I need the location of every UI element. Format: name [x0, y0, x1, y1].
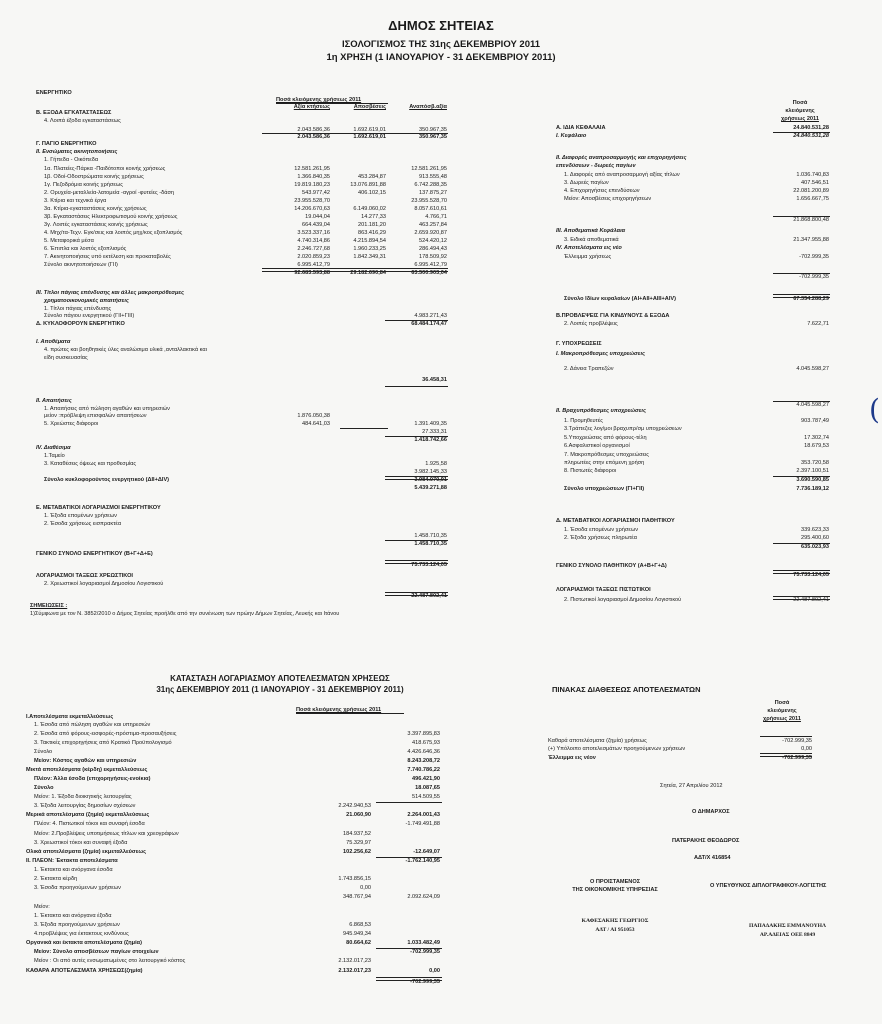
liability-row-label: 8. Πιστωτές διάφοροι [564, 468, 617, 474]
fiscal-period-title: 1η ΧΡΗΣΗ (1 ΙΑΝΟΥΑΡΙΟΥ - 31 ΔΕΚΕΜΒΡΙΟΥ 2011) [326, 52, 556, 63]
liability-row-label: Γ. ΥΠΟΧΡΕΩΣΕΙΣ [556, 341, 602, 347]
liability-value: 7.622,71 [807, 321, 829, 327]
liability-row-label: 6.Ασφαλιστικοί οργανισμοί [564, 443, 630, 449]
asset-acquisition-value: 2.043.586,36 [297, 127, 330, 133]
asset-net-value: 1.458.710,35 [414, 533, 447, 539]
distribution-row-label: Έλλειμμα εις νέον [548, 755, 596, 761]
liability-value: 22.081.200,89 [793, 188, 829, 194]
income-row-label: Μερικά αποτελέσματα (ζημία) εκμεταλλεύσεως [26, 812, 150, 818]
income-amounts-header: Ποσά κλειόμενης χρήσεως 2011 [296, 707, 382, 713]
income-partial-value: 2.132.017,23 [338, 968, 371, 974]
asset-depreciation-value: 201.181,20 [358, 222, 386, 228]
income-statement-period: 31ης ΔΕΚΕΜΒΡΙΟΥ 2011 (1 ΙΑΝΟΥΑΡΙΟΥ - 31 ΔΕΚΕΜΒΡΙΟΥ 2011) [156, 685, 404, 694]
income-total-value: -12.649,07 [413, 849, 440, 855]
liability-row-label: ΙΙ. Διαφορές αναπροσαρμογής και επιχορηγήσεις [556, 155, 687, 161]
finance-head-dept: ΤΗΣ ΟΙΚΟΝΟΜΙΚΗΣ ΥΠΗΡΕΣΙΑΣ [572, 887, 658, 893]
liability-value: 21.868.800,48 [793, 217, 829, 223]
income-partial-value: 1.743.856,15 [338, 876, 371, 882]
asset-row-label: 2. Έσοδα χρήσεως εισπρακτέα [44, 521, 122, 527]
asset-acquisition-value: 23.955.528,70 [294, 198, 330, 204]
income-row-label: Οργανικά και έκτακτα αποτελέσματα (ζημία) [26, 940, 142, 946]
asset-depreciation-value: 1.842.349,31 [353, 254, 386, 260]
notes-text: 1)Σύμφωνα με τον Ν. 3852/2010 ο Δήμος Σητείας προήλθε από την συνένωση των πρώην Δήμων Σητείας, Λευκής και Ιτάνου [30, 611, 340, 617]
income-row-label: Ολικά αποτελέσματα (ζημία) εκμεταλλεύσεως [26, 849, 147, 855]
liability-row-label: 2. Έξοδα χρήσεως πληρωτέα [564, 535, 637, 541]
liability-value: 635.023,93 [801, 544, 829, 550]
asset-net-value: 178.509,92 [419, 254, 447, 260]
rule [773, 294, 830, 298]
income-row-label: 2. Έκτακτα κέρδη [34, 876, 78, 882]
income-total-value: 2.092.624,09 [407, 894, 440, 900]
asset-row-label: 3γ. Λοιπές εγκαταστάσεις κοινής χρήσεως [44, 222, 148, 228]
rule [773, 132, 830, 133]
income-total-value: -1.762.140,95 [405, 858, 440, 864]
liab-amounts-header-1: Ποσά [792, 100, 808, 106]
asset-depreciation-value: 863.416,29 [358, 230, 386, 236]
asset-row-label: Ε. ΜΕΤΑΒΑΤΙΚΟΙ ΛΟΓΑΡΙΑΣΜΟΙ ΕΝΕΡΓΗΤΙΚΟΥ [36, 505, 161, 511]
asset-net-value: 5.439.271,88 [414, 485, 447, 491]
rule [376, 977, 442, 981]
income-row-label: 1. Έκτακτα και ανόργανα έσοδα [34, 867, 113, 873]
liability-row-label: 3. Δωρεές παγίων [564, 180, 609, 186]
asset-row-label: ΙΙ. Ενσώματες ακινητοποιήσεις [36, 149, 118, 155]
asset-net-value: 23.955.528,70 [411, 198, 447, 204]
income-row-label: Μείον: [34, 904, 50, 910]
liability-row-label: επενδύσεων - δωρεές παγίων [556, 163, 636, 169]
asset-row-label: 2. Χρεωστικοί λογαριασμοί Δημοσίου Λογιστικού [44, 581, 164, 587]
income-total-value: 496.421,90 [412, 776, 440, 782]
income-total-value: 3.397.895,83 [407, 731, 440, 737]
rule [376, 948, 442, 949]
asset-acquisition-value: 2.020.859,23 [297, 254, 330, 260]
income-total-value: 418.675,93 [412, 740, 440, 746]
liability-row-label: 3. Ειδικά αποθεματικά [564, 237, 619, 243]
income-total-value: 514.509,55 [412, 794, 440, 800]
balance-sheet-title: ΙΣΟΛΟΓΙΣΜΟΣ ΤΗΣ 31ης ΔΕΚΕΜΒΡΙΟΥ 2011 [341, 39, 541, 50]
income-partial-value: 184.937,52 [343, 831, 371, 837]
asset-row-label: 1γ. Πεζοδρόμια κοινής χρήσεως [44, 182, 123, 188]
rule [760, 736, 812, 737]
liability-value: 407.546,51 [801, 180, 829, 186]
assets-col-depreciation: Αποσβέσεις [353, 104, 386, 110]
liability-value: 67.354.288,29 [793, 296, 829, 302]
asset-net-value: 1.418.742,66 [414, 437, 447, 443]
income-row-label: 1. Έσοδα από πώληση αγαθών και υπηρεσιών [34, 722, 151, 728]
asset-row-label: 2. Ορυχεία-μεταλλεία-λατομεία -αγροί -φυτείες -δάση [44, 190, 175, 196]
asset-net-value: 2.659.920,87 [414, 230, 447, 236]
income-row-label: 2. Έσοδα από φόρους-εισφορές-πρόστιμα-προσαυξήσεις [34, 731, 177, 737]
rule [376, 802, 442, 803]
liability-value: 4.045.598,27 [796, 402, 829, 408]
distribution-row-label: (+) Υπόλοιπο αποτελεσμάτων προηγούμενων χρήσεων [548, 746, 686, 752]
liability-value: 2.397.100,51 [796, 468, 829, 474]
income-total-value: 4.426.646,36 [407, 749, 440, 755]
asset-row-label: Γ. ΠΑΓΙΟ ΕΝΕΡΓΗΤΙΚΟ [36, 141, 97, 147]
rule [773, 273, 830, 274]
income-total-value: -702.999,35 [410, 949, 440, 955]
liability-value: 18.679,53 [804, 443, 829, 449]
asset-acquisition-value: 6.995.412,79 [297, 262, 330, 268]
asset-net-value: 3.982.145,33 [414, 469, 447, 475]
rule [385, 560, 448, 564]
liability-row-label: 7. Μακροπρόθεσμες υποχρεώσεις [564, 452, 649, 458]
margin-pen-mark: ( [869, 393, 880, 426]
asset-depreciation-value: 1.692.619,01 [353, 134, 386, 140]
liability-value: 1.656.667,75 [796, 196, 829, 202]
income-row-label: Μείον: Σύνολο αποσβέσεων παγίων στοιχείων [34, 949, 159, 955]
liability-value: 295.400,60 [801, 535, 829, 541]
liability-row-label: Μείον: Αποσβέσεις επιχορηγήσεων [564, 196, 652, 202]
income-row-label: Μείον : Οι από αυτές ενσωματωμένες στο λειτουργικό κόστος [34, 958, 186, 964]
income-partial-value: 2.242.940,53 [338, 803, 371, 809]
rule [773, 596, 830, 600]
income-total-value: 1.033.482,49 [407, 940, 440, 946]
accountant-title: Ο ΥΠΕΥΘΥΝΟΣ ΔΙΠΛΟΓΡΑΦΙΚΟΥ-ΛΟΓΙΣΤΗΣ [710, 883, 827, 889]
income-total-value: 8.243.208,72 [407, 758, 440, 764]
income-row-label: Πλέον: Άλλα έσοδα (επιχορηγήσεις-ενοίκια) [34, 776, 151, 782]
rule [385, 476, 448, 480]
assets-col-acquisition: Αξία κτήσεως [293, 104, 330, 110]
mayor-title: Ο ΔΗΜΑΡΧΟΣ [692, 809, 730, 815]
asset-row-label: ΛΟΓΑΡΙΑΣΜΟΙ ΤΑΞΕΩΣ ΧΡΕΩΣΤΙΚΟΙ [36, 573, 133, 579]
signature-date: Σητεία, 27 Απριλίου 2012 [660, 783, 723, 789]
asset-net-value: 12.581.261,95 [411, 166, 447, 172]
asset-row-label: 1. Τίτλοι πάγιας επένδυσης [44, 306, 112, 312]
liability-value: -702.999,35 [799, 274, 829, 280]
asset-acquisition-value: 14.206.670,63 [294, 206, 330, 212]
liability-value: 75.733.124,05 [793, 572, 829, 578]
asset-row-label: 4. πρώτες και βοηθητικές ύλες αναλώσιμα υλικά ,ανταλλακτικά και [44, 347, 207, 353]
asset-row-label: ΓΕΝΙΚΟ ΣΥΝΟΛΟ ΕΝΕΡΓΗΤΙΚΟΥ (Β+Γ+Δ+Ε) [36, 551, 153, 557]
asset-row-label: Ι. Αποθέματα [36, 339, 71, 345]
rule [773, 401, 830, 402]
finance-head-title: Ο ΠΡΟΙΣΤΑΜΕΝΟΣ [589, 879, 641, 885]
income-total-value: 2.264.001,43 [407, 812, 440, 818]
asset-row-label: Σύνολο πάγιου ενεργητικού (ΓΙΙ+ΓΙΙΙ) [44, 313, 135, 319]
asset-row-label: Σύνολο κυκλοφορούντος ενεργητικού (ΔΙΙ+ΔΙV) [44, 477, 170, 483]
rule [385, 592, 448, 596]
asset-net-value: 8.057.610,61 [414, 206, 447, 212]
asset-net-value: 524.420,12 [419, 238, 447, 244]
liability-row-label: 5.Υποχρεώσεις από φόρους-τέλη [564, 435, 647, 441]
asset-row-label: 3α. Κτίρια-εγκαταστάσεις κοινής χρήσεως [44, 206, 147, 212]
liability-row-label: Δ. ΜΕΤΑΒΑΤΙΚΟΙ ΛΟΓΑΡΙΑΣΜΟΙ ΠΑΘΗΤΙΚΟΥ [556, 518, 675, 524]
liability-row-label: Ι. Κεφάλαιο [556, 133, 587, 139]
asset-row-label: Β. ΕΞΟΔΑ ΕΓΚΑΤΑΣΤΑΣΕΩΣ [36, 110, 112, 116]
liability-row-label: 1. Έσοδα επομένων χρήσεων [564, 527, 639, 533]
income-row-label: 1. Έκτακτα και ανόργανα έξοδα [34, 913, 112, 919]
rule [385, 386, 448, 387]
liability-row-label: Έλλειμμα χρήσεως [564, 254, 612, 260]
liability-value: 22.487.802,41 [793, 597, 829, 603]
rule [376, 857, 442, 858]
income-row-label: Μικτά αποτελέσματα (κέρδη) εκμεταλλεύσεως [26, 767, 148, 773]
dist-amounts-header-3: χρήσεως 2011 [763, 716, 801, 722]
liability-value: -702.999,35 [799, 254, 829, 260]
asset-row-label: χρηματοοικονομικές απαιτήσεις [44, 298, 129, 304]
asset-net-value: 4.766,71 [425, 214, 447, 220]
accountant-name: ΠΑΠΑΔΑΚΗΣ ΕΜΜΑΝΟΥΗΛ [748, 923, 827, 929]
asset-net-value: 68.484.174,47 [411, 321, 447, 327]
asset-depreciation-value: 14.277,33 [361, 214, 386, 220]
asset-acquisition-value: 19.819.180,23 [294, 182, 330, 188]
income-row-label: Σύνολο [34, 749, 53, 755]
asset-acquisition-value: 543.977,42 [302, 190, 330, 196]
asset-net-value: 913.555,48 [419, 174, 447, 180]
liability-value: 339.623,33 [801, 527, 829, 533]
income-row-label: 3. Χρεωστικοί τόκοι και συναφή έξοδα [34, 840, 128, 846]
asset-acquisition-value: 1.876.050,38 [297, 413, 330, 419]
income-partial-value: 80.664,62 [346, 940, 371, 946]
asset-row-label: 1. Γήπεδα - Οικόπεδα [44, 157, 99, 163]
income-row-label: 3. Έξοδα λειτουργίας δημοσίων σχέσεων [34, 803, 136, 809]
liability-row-label: 2. Λοιπές προβλέψεις [564, 321, 618, 327]
asset-depreciation-value: 406.102,15 [358, 190, 386, 196]
asset-row-label: 6. Έπιπλα και λοιπός εξοπλισμός [44, 246, 127, 252]
rule [385, 320, 448, 321]
asset-net-value: 463.257,84 [419, 222, 447, 228]
finance-head-id: ΑΔΤ / ΑΙ 951053 [595, 927, 635, 933]
distribution-value: 0,00 [801, 746, 812, 752]
income-partial-value: 0,00 [360, 885, 371, 891]
asset-depreciation-value: 13.076.891,88 [350, 182, 386, 188]
asset-net-value: 1.391.409,35 [414, 421, 447, 427]
income-row-label: 3. Έξοδα προηγούμενων χρήσεων [34, 922, 120, 928]
rule [296, 713, 404, 714]
asset-row-label: Δ. ΚΥΚΛΟΦΟΡΟΥΝ ΕΝΕΡΓΗΤΙΚΟ [36, 321, 125, 327]
income-total-value: -702.999,35 [410, 979, 440, 985]
rule [760, 753, 812, 757]
document-title: ΔΗΜΟΣ ΣΗΤΕΙΑΣ [388, 18, 494, 33]
liability-row-label: ΙΙ. Βραχυπρόθεσμες υποχρεώσεις [556, 408, 646, 414]
asset-net-value: 27.333,31 [422, 429, 447, 435]
asset-net-value: 3.984.070,91 [414, 477, 447, 483]
liability-row-label: Β.ΠΡΟΒΛΕΨΕΙΣ ΓΙΑ ΚΙΝΔΥΝΟΥΣ & ΕΞΟΔΑ [556, 313, 670, 319]
income-row-label: Μείον: 2.Προβλέψεις υποτιμήσεως τίτλων και χρεογράφων [34, 831, 179, 837]
liability-row-label: 1. Προμηθευτές [564, 418, 603, 424]
asset-net-value: 63.500.903,04 [411, 270, 447, 276]
liability-row-label: Σύνολο υποχρεώσεων (ΓΙ+ΓΙΙ) [564, 486, 645, 492]
liability-row-label: Α. ΙΔΙΑ ΚΕΦΑΛΑΙΑ [556, 125, 606, 131]
assets-amounts-header: Ποσά κλειόμενης χρήσεως 2011 [276, 97, 362, 103]
asset-acquisition-value: 664.439,04 [302, 222, 330, 228]
liability-row-label: 1. Διαφορές από αναπροσαρμογή αξίας τίτλων [564, 172, 680, 178]
income-partial-value: 6.868,53 [349, 922, 371, 928]
asset-acquisition-value: 3.523.337,16 [297, 230, 330, 236]
mayor-id: ΑΔΤ/Χ 416854 [694, 855, 731, 861]
distribution-value: -702.999,35 [782, 738, 812, 744]
income-row-label: Μείον: Κόστος αγαθών και υπηρεσιών [34, 758, 137, 764]
asset-depreciation-value: 4.215.894,54 [353, 238, 386, 244]
income-partial-value: 2.132.017,23 [338, 958, 371, 964]
asset-row-label: 3. Κτίρια και τεχνικά έργα [44, 198, 107, 204]
asset-row-label: 7. Ακινητοποιήσεις υπό εκτέλεση και προκαταβολές [44, 254, 171, 260]
asset-acquisition-value: 1.366.840,35 [297, 174, 330, 180]
liability-value: 17.302,74 [804, 435, 829, 441]
asset-row-label: 1β. Οδοί-Οδοστρώματα κοινής χρήσεως [44, 174, 144, 180]
distribution-row-label: Καθαρά αποτελέσματα (ζημία) χρήσεως [548, 738, 647, 744]
income-statement-title: ΚΑΤΑΣΤΑΣΗ ΛΟΓΑΡΙΑΣΜΟΥ ΑΠΟΤΕΛΕΣΜΑΤΩΝ ΧΡΗΣΕΩΣ [170, 674, 390, 683]
asset-row-label: 5. Μεταφορικά μέσα [44, 238, 94, 244]
liability-row-label: πληρωτέες στην επόμενη χρήση [564, 460, 645, 466]
asset-row-label: ΙΙ. Απαιτήσεις [36, 398, 72, 404]
rule [340, 428, 388, 429]
liability-row-label: ΓΕΝΙΚΟ ΣΥΝΟΛΟ ΠΑΘΗΤΙΚΟΥ (Α+Β+Γ+Δ) [556, 563, 667, 569]
distribution-value: -702.999,35 [782, 755, 812, 761]
rule [385, 436, 448, 437]
income-total-value: -1.749.491,88 [405, 821, 440, 827]
income-row-label: Πλέον: 4. Πιστωτικοί τόκοι και συναφή έσοδα [34, 821, 145, 827]
liability-row-label: Σύνολο Ιδίων κεφαλαίων (ΑΙ+ΑΙΙ+ΑΙΙΙ+ΑΙV) [564, 296, 676, 302]
income-partial-value: 21.060,90 [346, 812, 371, 818]
asset-depreciation-value: 29.182.690,84 [350, 270, 386, 276]
asset-row-label: Σύνολο ακινητοποιήσεων (ΓΙΙ) [44, 262, 118, 268]
income-partial-value: 102.256,62 [343, 849, 371, 855]
accountant-id: ΑΡ.ΑΔΕΙΑΣ ΟΕΕ 8849 [759, 932, 816, 938]
liability-row-label: 2. Δάνεια Τραπεζών [564, 366, 614, 372]
liability-row-label: IV. Αποτελέσματα εις νέο [556, 245, 622, 251]
asset-row-label: 1. Απαιτήσεις από πώληση αγαθών και υπηρεσιών [44, 406, 170, 412]
rule [773, 570, 830, 574]
liability-row-label: 3.Τράπεζες λογ/μοι βραχυπρ/σμ υποχρεώσεων [564, 426, 682, 432]
liability-value: 24.840.531,28 [793, 133, 829, 139]
rule [385, 540, 448, 541]
liability-value: 1.036.740,83 [796, 172, 829, 178]
income-total-value: 7.740.786,22 [407, 767, 440, 773]
asset-row-label: 4. Λοιπά έξοδα εγκαταστάσεως [44, 118, 121, 124]
asset-row-label: μείον :πρόβλεψη επισφαλών απαιτήσεων [44, 413, 147, 419]
dist-amounts-header-1: Ποσά [774, 700, 790, 706]
liability-row-label: 2. Πιστωτικοί λογαριασμοί Δημοσίου Λογιστικού [564, 597, 682, 603]
liability-row-label: Ι. Μακροπρόθεσμες υποχρεώσεις [556, 351, 645, 357]
rule [773, 216, 830, 217]
liability-value: 7.736.189,12 [796, 486, 829, 492]
asset-row-label: είδη συσκευασίας [44, 355, 88, 361]
asset-row-label: 3β. Εγκαταστάσεις Ηλεκτροφωτισμού κοινής χρήσεως [44, 214, 178, 220]
liability-value: 903.787,49 [801, 418, 829, 424]
liab-amounts-header-3: χρήσεως 2011 [781, 116, 819, 122]
liability-row-label: ΙΙΙ. Αποθεματικά Κεφάλαια [556, 228, 626, 234]
asset-net-value: 6.742.288,35 [414, 182, 447, 188]
asset-net-value: 1.925,58 [425, 461, 447, 467]
asset-row-label: ΙΙΙ. Τίτλοι πάγιας επένδυσης και άλλες μακροπρόθεσμες [36, 290, 184, 296]
income-partial-value: 75.329,97 [346, 840, 371, 846]
income-row-label: ΚΑΘΑΡΑ ΑΠΟΤΕΛΕΣΜΑΤΑ ΧΡΗΣΕΩΣ(ζημία) [26, 968, 143, 974]
income-row-label: ΙΙ. ΠΛΕΟΝ: Έκτακτα αποτελέσματα [26, 858, 118, 864]
asset-net-value: 6.995.412,79 [414, 262, 447, 268]
liability-value: 21.347.955,88 [793, 237, 829, 243]
asset-depreciation-value: 1.692.619,01 [353, 127, 386, 133]
liability-value: 4.045.598,27 [796, 366, 829, 372]
income-partial-value: 348.767,94 [343, 894, 371, 900]
asset-depreciation-value: 6.149.060,02 [353, 206, 386, 212]
asset-acquisition-value: 4.740.314,86 [297, 238, 330, 244]
liab-amounts-header-2: κλειόμενης [785, 108, 815, 114]
mayor-name: ΠΑΤΕΡΑΚΗΣ ΘΕΟΔΩΡΟΣ [672, 838, 740, 844]
asset-net-value: 1.458.710,35 [414, 541, 447, 547]
asset-net-value: 4.983.271,43 [414, 313, 447, 319]
income-partial-value: 945.949,34 [343, 931, 371, 937]
asset-net-value: 137.875,27 [419, 190, 447, 196]
assets-label: ΕΝΕΡΓΗΤΙΚΟ [36, 90, 72, 96]
asset-depreciation-value: 1.960.233,25 [353, 246, 386, 252]
asset-net-value: 286.494,43 [419, 246, 447, 252]
asset-row-label: 1.Ταμείο [44, 453, 65, 459]
asset-net-value: 22.487.802,41 [411, 593, 447, 599]
asset-acquisition-value: 484.641,03 [302, 421, 330, 427]
asset-acquisition-value: 2.246.727,68 [297, 246, 330, 252]
assets-col-netvalue: Αναπόσβ.αξία [409, 104, 447, 110]
asset-acquisition-value: 12.581.261,95 [294, 166, 330, 172]
asset-net-value: 350.967,35 [419, 127, 447, 133]
liability-row-label: 4. Επιχορηγήσεις επενδύσεων [564, 188, 640, 194]
rule [773, 476, 830, 477]
liability-value: 353.720,58 [801, 460, 829, 466]
asset-row-label: 5. Χρεώστες διάφοροι [44, 421, 99, 427]
income-row-label: 3. Έσοδα προηγούμενων χρήσεων [34, 885, 121, 891]
income-row-label: Σύνολο [34, 785, 54, 791]
liability-value: 3.690.590,85 [796, 477, 829, 483]
income-total-value: 0,00 [429, 968, 440, 974]
finance-head-name: ΚΑΦΕΣΑΚΗΣ ΓΕΩΡΓΙΟΣ [581, 918, 649, 924]
income-row-label: Ι.Αποτελέσματα εκμεταλλεύσεως [26, 714, 114, 720]
notes-label: ΣΗΜΕΙΩΣΕΙΣ : [30, 603, 68, 609]
asset-acquisition-value: 92.683.593,88 [294, 270, 330, 276]
distribution-title: ΠΙΝΑΚΑΣ ΔΙΑΘΕΣΕΩΣ ΑΠΟΤΕΛΕΣΜΑΤΩΝ [552, 685, 701, 694]
rule [262, 268, 448, 272]
income-row-label: 4.προβλέψεις για έκτακτους κινδύνους [34, 931, 129, 937]
asset-net-value: 75.733.124,05 [411, 562, 447, 568]
asset-depreciation-value: 453.284,87 [358, 174, 386, 180]
income-total-value: 18.087,65 [415, 785, 440, 791]
dist-amounts-header-2: κλειόμενης [767, 708, 797, 714]
asset-row-label: 3. Καταθέσεις όψεως και προθεσμίας [44, 461, 137, 467]
rule [276, 103, 388, 104]
rule [773, 543, 830, 544]
asset-row-label: 1. Έξοδα επομένων χρήσεων [44, 513, 117, 519]
asset-row-label: IV. Διαθέσιμα [36, 445, 71, 451]
rule [262, 133, 448, 134]
liability-value: 24.840.531,28 [793, 125, 829, 131]
asset-acquisition-value: 2.043.586,36 [297, 134, 330, 140]
liability-row-label: ΛΟΓΑΡΙΑΣΜΟΙ ΤΑΞΕΩΣ ΠΙΣΤΩΤΙΚΟΙ [556, 587, 651, 593]
asset-row-label: 4. Μηχ/τα-Τεχν. Εγκ/σεις και λοιπός μηχ/κος εξοπλισμός [44, 230, 183, 236]
asset-net-value: 350.967,35 [419, 134, 447, 140]
asset-acquisition-value: 19.044,04 [305, 214, 330, 220]
asset-net-value: 36.458,31 [422, 377, 447, 383]
asset-row-label: 1α. Πλατείες-Πάρκα -Παιδότοποι κοινής χρήσεως [44, 166, 166, 172]
income-row-label: 3. Τακτικές επιχορηγήσεις από Κρατικό Προϋπολογισμό [34, 740, 172, 746]
income-row-label: Μείον: 1. Έξοδα διοικητικής λειτουργίας [34, 794, 132, 800]
